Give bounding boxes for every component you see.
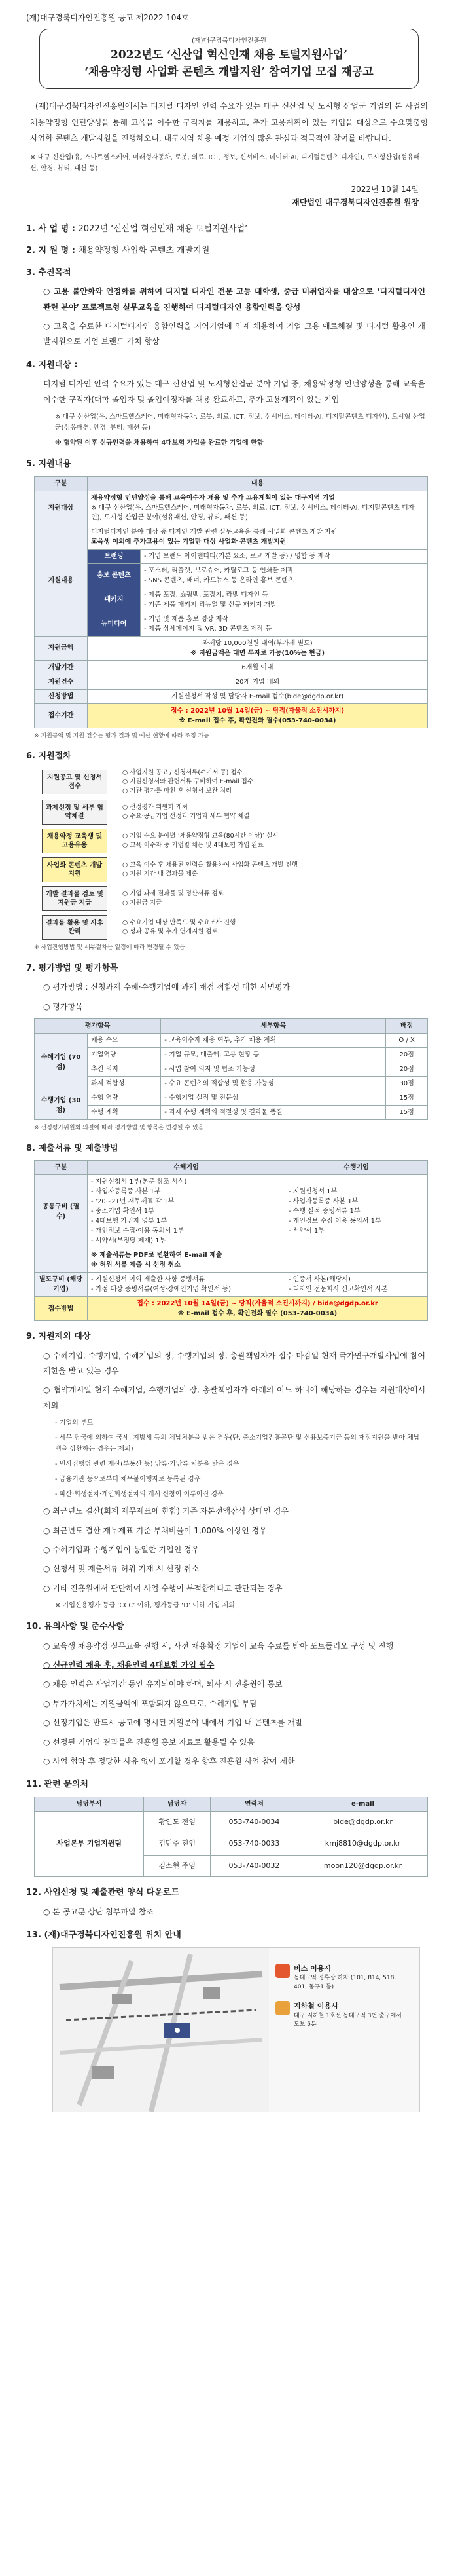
caution-item: ○ 선정된 기업의 결과물은 진흥원 홍보 자료로 활용될 수 있음 <box>43 1737 255 1747</box>
evaluation-table <box>34 1018 428 1120</box>
map-legend <box>275 1964 406 2039</box>
purpose-item-2: ○ 교육을 수료한 디지털디자인 융합인력을 지역기업에 연계 채용하여 기업 고용 애로해결 및 디지털 활용인 개발지원으로 기업 브랜드 가치 향상 <box>43 322 425 346</box>
title-org: (재)대구경북디자인진흥원 <box>191 37 267 45</box>
support-target-label: 지원대상 <box>35 491 88 525</box>
contact-email[interactable]: moon120@dgdp.or.kr <box>298 1855 428 1877</box>
support-content-note: 교육생 이외에 추가고용이 있는 기업만 대상 사업화 콘텐츠 개발지원 <box>91 538 287 546</box>
support-amount-label: 지원금액 <box>35 636 88 660</box>
contact-table <box>34 1797 428 1878</box>
documents-submit-label: 접수방법 <box>35 1297 88 1321</box>
evaluation-header-detail: 세부항목 <box>161 1019 386 1034</box>
target-note-1: ※ 대구 신산업(유, 스마트헬스케어, 미래형자동차, 로봇, 의료, ICT, 정보, 신서비스, 데이터·AI, 디지털콘텐츠 디자인), 도시형 산업군(섬유패션, 안경, 뷰티, 패션 등) <box>55 413 425 432</box>
section-9-label: 9. 지원제외 대상 <box>26 1332 91 1342</box>
support-table <box>34 476 428 728</box>
support-row-category: 뉴미디어 <box>88 612 141 636</box>
procedure-step-title: 과제선정 및 세부 협약체결 <box>42 800 107 825</box>
evaluation-method: ○ 평가방법 : 신청과제 수혜·수행기업에 과제 채점 적합성 대한 서면평가 <box>43 982 291 992</box>
procedure-step <box>42 886 428 911</box>
section-6-label: 6. 지원절차 <box>26 751 71 762</box>
procedure-step-desc: ○ 선정평가 위원회 개최 ○ 수요·공급기업 선정과 기업과 세부 협약 체결 <box>114 803 428 822</box>
legend-subway <box>275 2001 406 2030</box>
exclusion-item: ○ 최근년도 결산 재무제표 기준 부채비율이 1,000% 이상인 경우 <box>43 1525 267 1535</box>
notice-signer: 재단법인 대구경북디자인진흥원 원장 <box>292 197 419 207</box>
evaluation-header-score: 배점 <box>386 1019 428 1034</box>
documents-header-beneficiary: 수혜기업 <box>88 1161 285 1175</box>
contact-header-email: e-mail <box>298 1797 428 1811</box>
title-line-2: ‘채용약정형 사업화 콘텐츠 개발지원’ 참여기업 모집 재공고 <box>84 65 374 79</box>
documents-extra-label: 별도구비 (해당기업) <box>35 1273 88 1297</box>
support-deadline-label: 접수기간 <box>35 703 88 728</box>
evaluation-item: 수행 계획 <box>88 1106 161 1120</box>
exclusion-item: - 파산·회생절차·개인회생절차의 개시 신청이 이루어진 경우 <box>55 1491 224 1499</box>
procedure-step-desc: ○ 기업 수요 분야별 ‘채용약정형 교육(80시간 이상)’ 실시 ○ 교육 이수자 중 기업별 채용 및 4대보험 가입 완료 <box>114 832 428 851</box>
notice-number: (재)대구경북디자인진흥원 공고 제2022-104호 <box>26 13 189 22</box>
support-count: 20개 기업 내외 <box>88 675 428 689</box>
contact-header-name: 담당자 <box>144 1797 210 1811</box>
procedure-footnote: ※ 사업진행방법 및 세부절차는 일정에 따라 변경될 수 있음 <box>34 944 185 952</box>
evaluation-item: 수행 역량 <box>88 1091 161 1106</box>
exclusion-item: ○ 기타 진흥원에서 판단하여 사업 수행이 부적합하다고 판단되는 경우 <box>43 1583 283 1593</box>
support-deadline: 접수 : 2022년 10월 14일(금) ~ 당직(자율적 소진시까지) <box>170 707 345 715</box>
exclusion-item: ○ 신청서 및 제출서류 허위 기재 시 선정 취소 <box>43 1564 200 1574</box>
title-line-1: 2022년도 ‘신산업 혁신인재 채용 토털지원사업’ <box>111 48 347 62</box>
exclusion-item: - 금융기관 등으로부터 채무불이행자로 등록된 경우 <box>55 1476 201 1484</box>
procedure-step <box>42 768 428 796</box>
contact-table-wrap <box>34 1797 428 1878</box>
support-target-text: 채용약정형 인턴양성을 통해 교육이수자 채용 및 추가 고용계획이 있는 대구지역 기업 <box>91 494 335 502</box>
section-7-label: 7. 평가방법 및 평가항목 <box>26 963 118 973</box>
support-amount-cell <box>88 636 428 660</box>
support-period-label: 개발기간 <box>35 660 88 675</box>
exclusion-item: - 세무 당국에 의하여 국세, 지방세 등의 체납처분을 받은 경우(단, 중소기업진흥공단 및 신용보증기금 등의 재정지원을 받아 체납액을 상환하는 경우는 제외) <box>55 1434 420 1453</box>
contact-name: 김소현 주임 <box>144 1855 210 1877</box>
procedure-step-desc: ○ 교육 이수 후 채용된 인력을 활용하여 사업화 콘텐츠 개발 진행 ○ 지원 기간 내 결과물 제출 <box>114 861 428 880</box>
evaluation-footnote: ※ 선정평가위원회 의결에 따라 평가방법 및 항목은 변경될 수 있음 <box>34 1125 204 1132</box>
evaluation-score: 30점 <box>386 1077 428 1091</box>
support-row-detail: - 제품 포장, 쇼핑백, 포장지, 라벨 디자인 등 - 기존 제품 패키지 리뉴얼 및 신규 패키지 개발 <box>141 588 428 612</box>
contact-email[interactable]: kmj8810@dgdp.or.kr <box>298 1833 428 1856</box>
procedure-step-title: 결과물 활용 및 사후관리 <box>42 915 107 940</box>
procedure-step <box>42 915 428 940</box>
legend-bus <box>275 1964 406 1992</box>
support-header-content: 내용 <box>88 476 428 491</box>
support-amount: 과제당 10,000천원 내외(부가세 별도) <box>202 639 313 647</box>
support-target-note: ※ 대구 신산업(유, 스마트헬스케어, 미래형자동차, 로봇, 의료, ICT, 정보, 신서비스, 데이터·AI, 디지털콘텐츠 디자인), 도시형 산업군 분야(섬유패션, 안경, 뷰티, 패션 등) <box>91 504 415 521</box>
bus-icon <box>275 1964 290 1978</box>
evaluation-score: 15점 <box>386 1091 428 1106</box>
section-1-label: 1. 사 업 명 : <box>26 223 75 234</box>
exclusion-item: ○ 수혜기업과 수행기업이 동일한 기업인 경우 <box>43 1545 200 1554</box>
subway-desc: 대구 지하철 1호선 동대구역 3번 출구에서 도보 5분 <box>294 2012 402 2028</box>
caution-item-text: ○ 신규인력 채용 후, 채용인력 4대보험 가입 필수 <box>43 1660 215 1670</box>
evaluation-detail: - 수요 콘텐츠의 적합성 및 활용 가능성 <box>161 1077 386 1091</box>
download-note: ○ 본 공고문 상단 첨부파일 참조 <box>43 1907 154 1916</box>
map-graphic <box>53 1948 269 2112</box>
section-10-label: 10. 유의사항 및 준수사항 <box>26 1622 124 1632</box>
procedure-step-title: 지원공고 및 신청서 접수 <box>42 770 107 794</box>
support-amount-note: ※ 지원금액은 대면 투자로 가능(10%는 현금) <box>190 649 325 657</box>
evaluation-score: 20점 <box>386 1048 428 1062</box>
caution-item <box>43 1658 425 1673</box>
evaluation-detail: - 교육이수자 채용 여부, 추가 채용 계획 <box>161 1034 386 1048</box>
evaluation-group: 수혜기업 (70점) <box>35 1034 88 1091</box>
support-target-cell <box>88 491 428 525</box>
section-4-label: 4. 지원대상 : <box>26 360 78 370</box>
support-footnote: ※ 지원금액 및 지원 건수는 평가 결과 및 예산 현황에 따라 조정 가능 <box>34 732 209 739</box>
section-2-value: 채용약정형 사업화 콘텐츠 개발지원 <box>78 246 210 256</box>
evaluation-group: 수행기업 (30점) <box>35 1091 88 1120</box>
purpose-item-1: ○ 고용 불안화와 인정화를 위하여 디지털 디자인 전문 고등 대학생, 중급 미취업자를 대상으로 ‘디지털디자인 관련 분야’ 프로젝트형 실무교육을 진행하여 디지털디자인 융합인력을 양성 <box>43 287 425 312</box>
exclusion-item: ○ 수혜기업, 수행기업, 수혜기업의 장, 수행기업의 장, 총괄책임자가 접수 마감일 현재 국가연구개발사업에 참여제한을 받고 있는 경우 <box>43 1351 425 1376</box>
evaluation-detail: - 수행기업 실적 및 전문성 <box>161 1091 386 1106</box>
support-period: 6개월 이내 <box>88 660 428 675</box>
procedure-step-desc: ○ 수요기업 대상 만족도 및 수요조사 진행 ○ 성과 공유 및 추가 연계지원 검토 <box>114 918 428 937</box>
support-deadline-note: ※ E-mail 접수 후, 확인전화 필수(053-740-0034) <box>179 717 336 724</box>
evaluation-detail: - 사업 참여 의지 및 협조 가능성 <box>161 1062 386 1077</box>
documents-common-performer: - 지원신청서 1부 - 사업자등록증 사본 1부 - 수행 실적 증빙서류 1부 - 개인정보 수집·이용 동의서 1부 - 서약서 1부 <box>285 1175 427 1248</box>
notice-date: 2022년 10월 14일 <box>351 184 419 194</box>
support-deadline-cell <box>88 703 428 728</box>
procedure-step-desc: ○ 사업지원 공고 / 신청서류(수기서 등) 접수 ○ 지원신청서와 관련서류 구비하여 E-mail 접수 ○ 기관 평가를 마친 후 신청서 보완 처리 <box>114 768 428 796</box>
support-table-wrap <box>34 476 428 728</box>
subway-icon <box>275 2001 290 2015</box>
support-method-label: 신청방법 <box>35 689 88 703</box>
support-content-label: 지원내용 <box>35 525 88 636</box>
location-map[interactable] <box>52 1947 420 2112</box>
evaluation-item: 기업역량 <box>88 1048 161 1062</box>
procedure-step <box>42 800 428 825</box>
contact-dept: 사업본부 기업지원팀 <box>35 1811 144 1877</box>
exclusion-item: - 기업의 부도 <box>55 1419 94 1427</box>
support-row-detail: - 포스터, 리플렛, 브로슈어, 카탈로그 등 인쇄물 제작 - SNS 콘텐츠, 배너, 카드뉴스 등 온라인 홍보 콘텐츠 <box>141 563 428 588</box>
support-count-label: 지원건수 <box>35 675 88 689</box>
intro-paragraph: (재)대구경북디자인진흥원에서는 디지털 디자인 인력 수요가 있는 대구 신산업 및 도시형 산업군 기업의 본 사업의 채용약정형 인턴양성을 통해 교육을 이수한 구직자를 채용하고, 추가 고용계획이 있는 기업을 대상으로 수요맞춤형 사업화 콘텐츠 개발지원을 진행하오니, 대구지역 채용 예정 기업의 많은 관심과 적극적인 참여를 바랍니다. <box>30 102 428 143</box>
caution-item: ○ 사업 협약 후 정당한 사유 없이 포기할 경우 향후 진흥원 사업 참여 제한 <box>43 1757 295 1766</box>
table-row <box>35 1811 428 1833</box>
exclusion-item: - 민사집행법 관련 재산(부동산 등) 압류·가압류 처분을 받은 경우 <box>55 1461 239 1468</box>
evaluation-item: 과제 적합성 <box>88 1077 161 1091</box>
contact-email[interactable]: bide@dgdp.or.kr <box>298 1811 428 1833</box>
caution-item: ○ 채용 인력은 사업기간 동안 유지되어야 하며, 퇴사 시 진흥원에 통보 <box>43 1679 283 1689</box>
support-method: 지원신청서 작성 및 담당자 E-mail 접수(bide@dgdp.or.kr) <box>88 689 428 703</box>
section-2 <box>26 244 432 257</box>
contact-name: 황인도 전임 <box>144 1811 210 1833</box>
contact-tel: 053-740-0033 <box>210 1833 298 1856</box>
contact-tel: 053-740-0034 <box>210 1811 298 1833</box>
target-text: 디지털 디자인 인력 수요가 있는 대구 신산업 및 도시형산업군 분야 기업 중, 채용약정형 인턴양성을 통해 교육을 이수한 구직자(대학 졸업자 및 졸업예정자를 채용 완료하고, 추가 고용계획이 있는 기업 <box>43 379 425 404</box>
section-1-value: 2022년 ‘신산업 혁신인재 채용 토털지원사업’ <box>78 223 248 234</box>
documents-common-beneficiary: - 지원신청서 1부(본문 참조 서식) - 사업자등록증 사본 1부 - ‘20~21년 재무제표 각 1부 - 중소기업 확인서 1부 - 4대보험 가입자 명부 1부 - 개인정보 수집·이용 동의서 1부 - 서약서(부정당 제재) 1부 <box>88 1175 285 1248</box>
title-box <box>39 29 419 89</box>
documents-extra-beneficiary: - 지원신청서 이외 제출한 사항 증빙서류 - 가점 대상 증빙서류(여성·장애인기업 확인서 등) <box>88 1273 285 1297</box>
section-2-label: 2. 지 원 명 : <box>26 246 75 256</box>
contact-tel: 053-740-0032 <box>210 1855 298 1877</box>
support-row-category: 브랜딩 <box>88 549 141 563</box>
section-8-label: 8. 제출서류 및 제출방법 <box>26 1143 118 1153</box>
evaluation-header-item: 평가항목 <box>35 1019 161 1034</box>
target-note-2: ※ 협약된 이후 신규인력을 채용하여 4대보험 가입을 완료한 기업에 한함 <box>55 439 264 447</box>
support-row-category: 패키지 <box>88 588 141 612</box>
section-12-label: 12. 사업신청 및 제출관련 양식 다운로드 <box>26 1888 180 1898</box>
evaluation-items-title: ○ 평가항목 <box>43 1001 83 1011</box>
exclusion-item: ○ 최근년도 결산(회계 재무제표에 한함) 기준 자본전액잠식 상태인 경우 <box>43 1506 289 1516</box>
support-header-category: 구분 <box>35 476 88 491</box>
procedure-step-title: 채용약정 교육생 및 고용유용 <box>42 829 107 853</box>
bus-title: 버스 이용시 <box>294 1964 331 1973</box>
documents-common-note: ※ 제출서류는 PDF로 변환하여 E-mail 제출 ※ 허위 서류 제출 시 선정 취소 <box>88 1248 428 1273</box>
contact-name: 김민주 전임 <box>144 1833 210 1856</box>
procedure-step-desc: ○ 기업 과제 결과물 및 정산서류 검토 ○ 지원금 지급 <box>114 889 428 908</box>
documents-submit-note: ※ E-mail 접수 후, 확인전화 필수 (053-740-0034) <box>177 1310 338 1318</box>
support-content-cell <box>88 525 428 549</box>
documents-common-label: 공통구비 (필수) <box>35 1175 88 1248</box>
documents-table <box>34 1160 428 1321</box>
evaluation-item: 추진 의지 <box>88 1062 161 1077</box>
support-content-text: 디지털디자인 분야 대상 중 디자인 개발 관련 실무교육을 통해 사업화 콘텐츠 개발 지원 <box>91 528 338 536</box>
documents-extra-performer: - 인증서 사본(해당시) - 디자인 전문회사 신고확인서 사본 <box>285 1273 427 1297</box>
evaluation-score: O / X <box>386 1034 428 1048</box>
evaluation-score: 20점 <box>386 1062 428 1077</box>
section-1 <box>26 223 432 236</box>
evaluation-detail: - 과제 수행 계획의 적절성 및 결과물 품질 <box>161 1106 386 1120</box>
documents-submit: 접수 : 2022년 10월 14일(금) ~ 당직(자율적 소진시까지) / bide@dgdp.or.kr <box>137 1300 378 1308</box>
section-3-label: 3. 추진목적 <box>26 267 71 278</box>
support-row-detail: - 기업 및 제품 홍보 영상 제작 - 제품 상세페이지 및 VR, 3D 콘텐츠 제작 등 <box>141 612 428 636</box>
procedure-step-title: 사업화 콘텐츠 개발지원 <box>42 857 107 882</box>
procedure-step <box>42 857 428 882</box>
support-row-detail: - 기업 브랜드 아이덴티티(기본 요소, 로고 개발 등) / 명함 등 제작 <box>141 549 428 563</box>
evaluation-item: 채용 수요 <box>88 1034 161 1048</box>
documents-header-category: 구분 <box>35 1161 88 1175</box>
procedure-step <box>42 829 428 853</box>
caution-item: ○ 선정기업은 반드시 공고에 명시된 지원분야 내에서 기업 내 콘텐츠를 개발 <box>43 1718 303 1728</box>
evaluation-detail: - 기업 규모, 매출액, 고용 현황 등 <box>161 1048 386 1062</box>
exclusion-item: ○ 협약개시일 현재 수혜기업, 수행기업의 장, 총괄책임자가 아래의 어느 하나에 해당하는 경우는 지원대상에서 제외 <box>43 1385 425 1410</box>
evaluation-table-wrap <box>34 1018 428 1120</box>
documents-header-performer: 수행기업 <box>285 1161 427 1175</box>
subway-title: 지하철 이용시 <box>294 2002 338 2011</box>
evaluation-score: 15점 <box>386 1106 428 1120</box>
exclusion-note: ※ 기업신용평가 등급 ‘CCC’ 이하, 평가등급 ‘D’ 이하 기업 제외 <box>55 1602 235 1610</box>
documents-table-wrap <box>34 1160 428 1321</box>
documents-submit-cell <box>88 1297 428 1321</box>
section-13-label: 13. (재)대구경북디자인진흥원 위치 안내 <box>26 1930 181 1941</box>
section-11-label: 11. 관련 문의처 <box>26 1780 88 1790</box>
section-5-label: 5. 지원내용 <box>26 459 71 470</box>
contact-header-tel: 연락처 <box>210 1797 298 1811</box>
bus-desc: 동대구역 정류장 하차 (101, 814, 518, 401, 동구1 등) <box>294 1975 396 1990</box>
section-4 <box>26 359 432 372</box>
intro-note: ※ 대구 신산업(유, 스마트헬스케어, 미래형자동차, 로봇, 의료, ICT, 정보, 신서비스, 데이터·AI, 디지털콘텐츠 디자인), 도시형산업(섬유패션, 안경, 뷰티, 패션 등) <box>30 153 420 172</box>
caution-item: ○ 부가가치세는 지원금액에 포함되지 않으므로, 수혜기업 부담 <box>43 1698 257 1708</box>
support-row-category: 홍보 콘텐츠 <box>88 563 141 588</box>
caution-item: ○ 교육생 채용약정 실무교육 진행 시, 사전 채용확정 기업이 교육 수료를 받아 포트폴리오 구성 및 진행 <box>43 1641 394 1651</box>
contact-header-dept: 담당부서 <box>35 1797 144 1811</box>
procedure-flow <box>42 768 428 941</box>
procedure-step-title: 개발 결과물 검토 및 지원금 지급 <box>42 886 107 911</box>
